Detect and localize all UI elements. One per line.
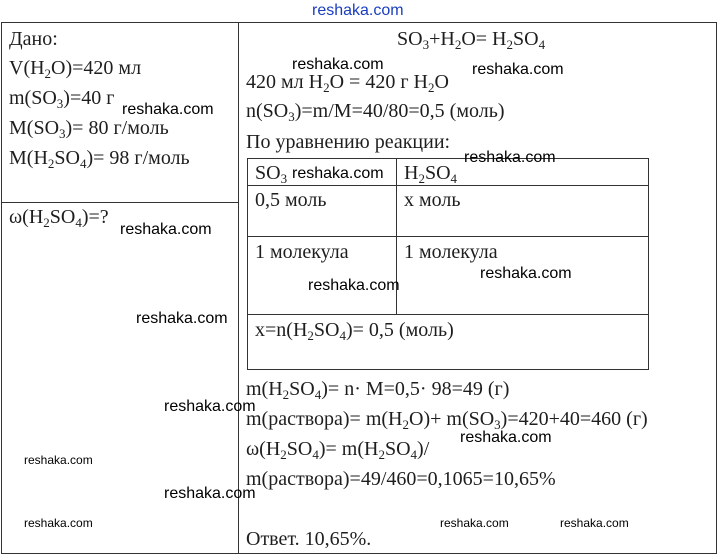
proportion-table-row-divider-2 [247,236,649,237]
given-line: $M(SO_3)= 80$ г/моль [9,117,169,141]
given-line: $m(SO_3)=40$ г [9,87,115,111]
watermark: reshaka.com [292,56,384,73]
table-cell: x моль [404,189,461,211]
watermark: reshaka.com [24,516,93,530]
site-watermark-top: reshaka.com [312,2,404,19]
watermark: reshaka.com [292,165,384,182]
reaction-equation: $SO_3+H_2O= H_2SO_4$ [397,28,546,52]
table-header-h2so4: $H_2SO_4$ [404,162,458,186]
solution-line-solution-mass: m(раствора)= $m(H_2O)+ m(SO_3)=420+40=460$ (г) [246,408,648,432]
watermark: reshaka.com [480,265,572,282]
table-cell: 1 молекула [404,241,498,263]
solution-line-moles: $n(SO_3)=m/M=40/80=0,5$ (моль) [246,100,505,124]
table-header-so3: $SO_3$ [255,162,288,186]
watermark: reshaka.com [308,277,400,294]
answer-line: Ответ. 10,65%. [246,528,372,550]
solution-line-mass-fraction: $\omega(H_2SO_4)= m(H_2SO_4)/$ [246,438,430,462]
watermark: reshaka.com [472,61,564,78]
solution-line-acid-mass: $m(H_2SO_4)= n\cdot M=0,5\cdot 98=49$ (г) [246,378,510,402]
watermark: reshaka.com [164,485,256,502]
watermark: reshaka.com [440,516,509,530]
find-line: $\omega(H_2SO_4)=$? [9,206,109,230]
watermark: reshaka.com [136,310,228,327]
proportion-table-row-divider-3 [247,314,649,315]
column-divider [238,22,239,554]
table-cell: 0,5 моль [255,189,327,211]
watermark: reshaka.com [24,453,93,467]
solution-line-calculation: m(раствора)=49/460=0,1065=10,65% [246,468,556,490]
watermark: reshaka.com [460,429,552,446]
watermark: reshaka.com [464,149,556,166]
watermark: reshaka.com [164,398,256,415]
table-result: $x=n(H_2SO_4)= 0,5$ (моль) [255,319,454,343]
given-line: $M(H_2SO_4)= 98$ г/моль [9,147,190,171]
table-cell: 1 молекула [255,241,349,263]
given-title: Дано: [9,28,58,50]
solution-line-by-equation: По уравнению реакции: [246,131,451,153]
watermark: reshaka.com [560,516,629,530]
given-find-divider [1,202,239,203]
solution-line-water-mass: 420 мл $H_2O = 420$ г $H_2O$ [246,71,449,95]
watermark: reshaka.com [120,221,212,238]
given-line: $V(H_2O)=420$ мл [9,57,142,81]
proportion-table-row-divider-1 [247,185,649,186]
watermark: reshaka.com [122,101,214,118]
